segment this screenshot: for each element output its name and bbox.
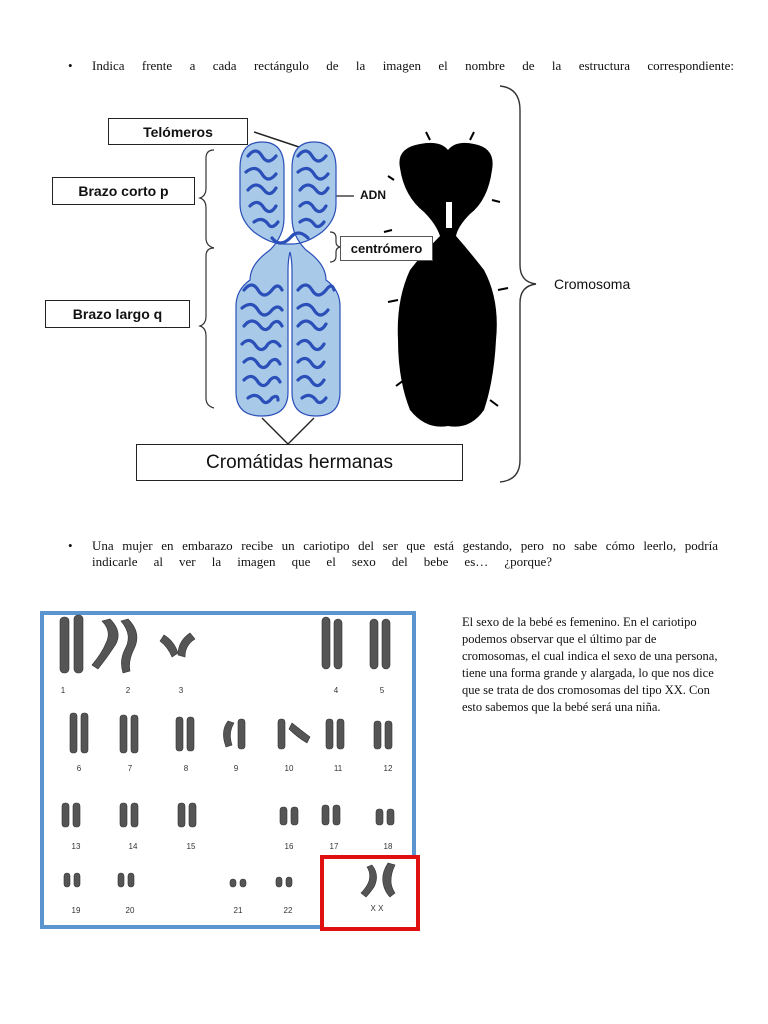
sex-chromosome-label: X X — [370, 904, 384, 913]
answer-text: El sexo de la bebé es femenino. En el cariotipo podemos observar que el último par de cromosomas, el cual indica el sexo de una persona, tiene una forma grande y alargada, lo que nos dice que se trata de dos cromosomas del tipo XX. Con esto sabemos que la bebé será una niña. — [462, 615, 718, 714]
question-2-line-1: Una mujer en embarazo recibe un cariotipo del ser que está gestando, pero no sabe cómo leerlo, podría — [92, 538, 718, 553]
pair-number-17: 17 — [329, 842, 339, 851]
pair-number-9: 9 — [233, 764, 239, 773]
short-arm-label: Brazo corto p — [52, 177, 195, 205]
pair-number-14: 14 — [128, 842, 138, 851]
pair-number-8: 8 — [183, 764, 189, 773]
chromosome-brace — [500, 86, 536, 482]
pair-number-18: 18 — [383, 842, 393, 851]
chromatids-pointer — [262, 418, 314, 444]
chromosome-label: Cromosoma — [554, 276, 631, 292]
question-1-text: Indica frente a cada rectángulo de la imagen el nombre de la estructura correspondiente: — [92, 58, 734, 73]
pair-number-3: 3 — [178, 686, 184, 695]
short-arm-brace — [200, 150, 214, 248]
pair-number-21: 21 — [233, 906, 243, 915]
dna-label: ADN — [360, 188, 386, 202]
chromosome-illustration — [236, 142, 340, 416]
question-2-line-2: indicarle al ver la imagen que el sexo del bebe es… ¿porque? — [92, 554, 552, 569]
pair-number-13: 13 — [71, 842, 81, 851]
pair-number-20: 20 — [125, 906, 135, 915]
long-arm-label: Brazo largo q — [45, 300, 190, 328]
bullet-icon: • — [68, 58, 73, 73]
pair-number-11: 11 — [333, 764, 343, 773]
centromere-brace — [330, 232, 340, 262]
pair-number-10: 10 — [284, 764, 294, 773]
pair-number-7: 7 — [127, 764, 133, 773]
pair-number-1: 1 — [60, 686, 66, 695]
pair-number-4: 4 — [333, 686, 339, 695]
pair-number-22: 22 — [283, 906, 293, 915]
karyotype-image — [40, 611, 424, 933]
pair-number-5: 5 — [379, 686, 385, 695]
sister-chromatids-label: Cromátidas hermanas — [136, 444, 463, 481]
bullet-icon: • — [68, 538, 73, 553]
pair-number-2: 2 — [125, 686, 131, 695]
telomeres-label: Telómeros — [108, 118, 248, 145]
centromere-label: centrómero — [340, 236, 433, 261]
long-arm-brace — [200, 248, 214, 408]
pair-number-19: 19 — [71, 906, 81, 915]
pair-number-6: 6 — [76, 764, 82, 773]
pair-number-12: 12 — [383, 764, 393, 773]
chromosome-micrograph — [384, 132, 508, 427]
pair-number-15: 15 — [186, 842, 196, 851]
pair-number-16: 16 — [284, 842, 294, 851]
